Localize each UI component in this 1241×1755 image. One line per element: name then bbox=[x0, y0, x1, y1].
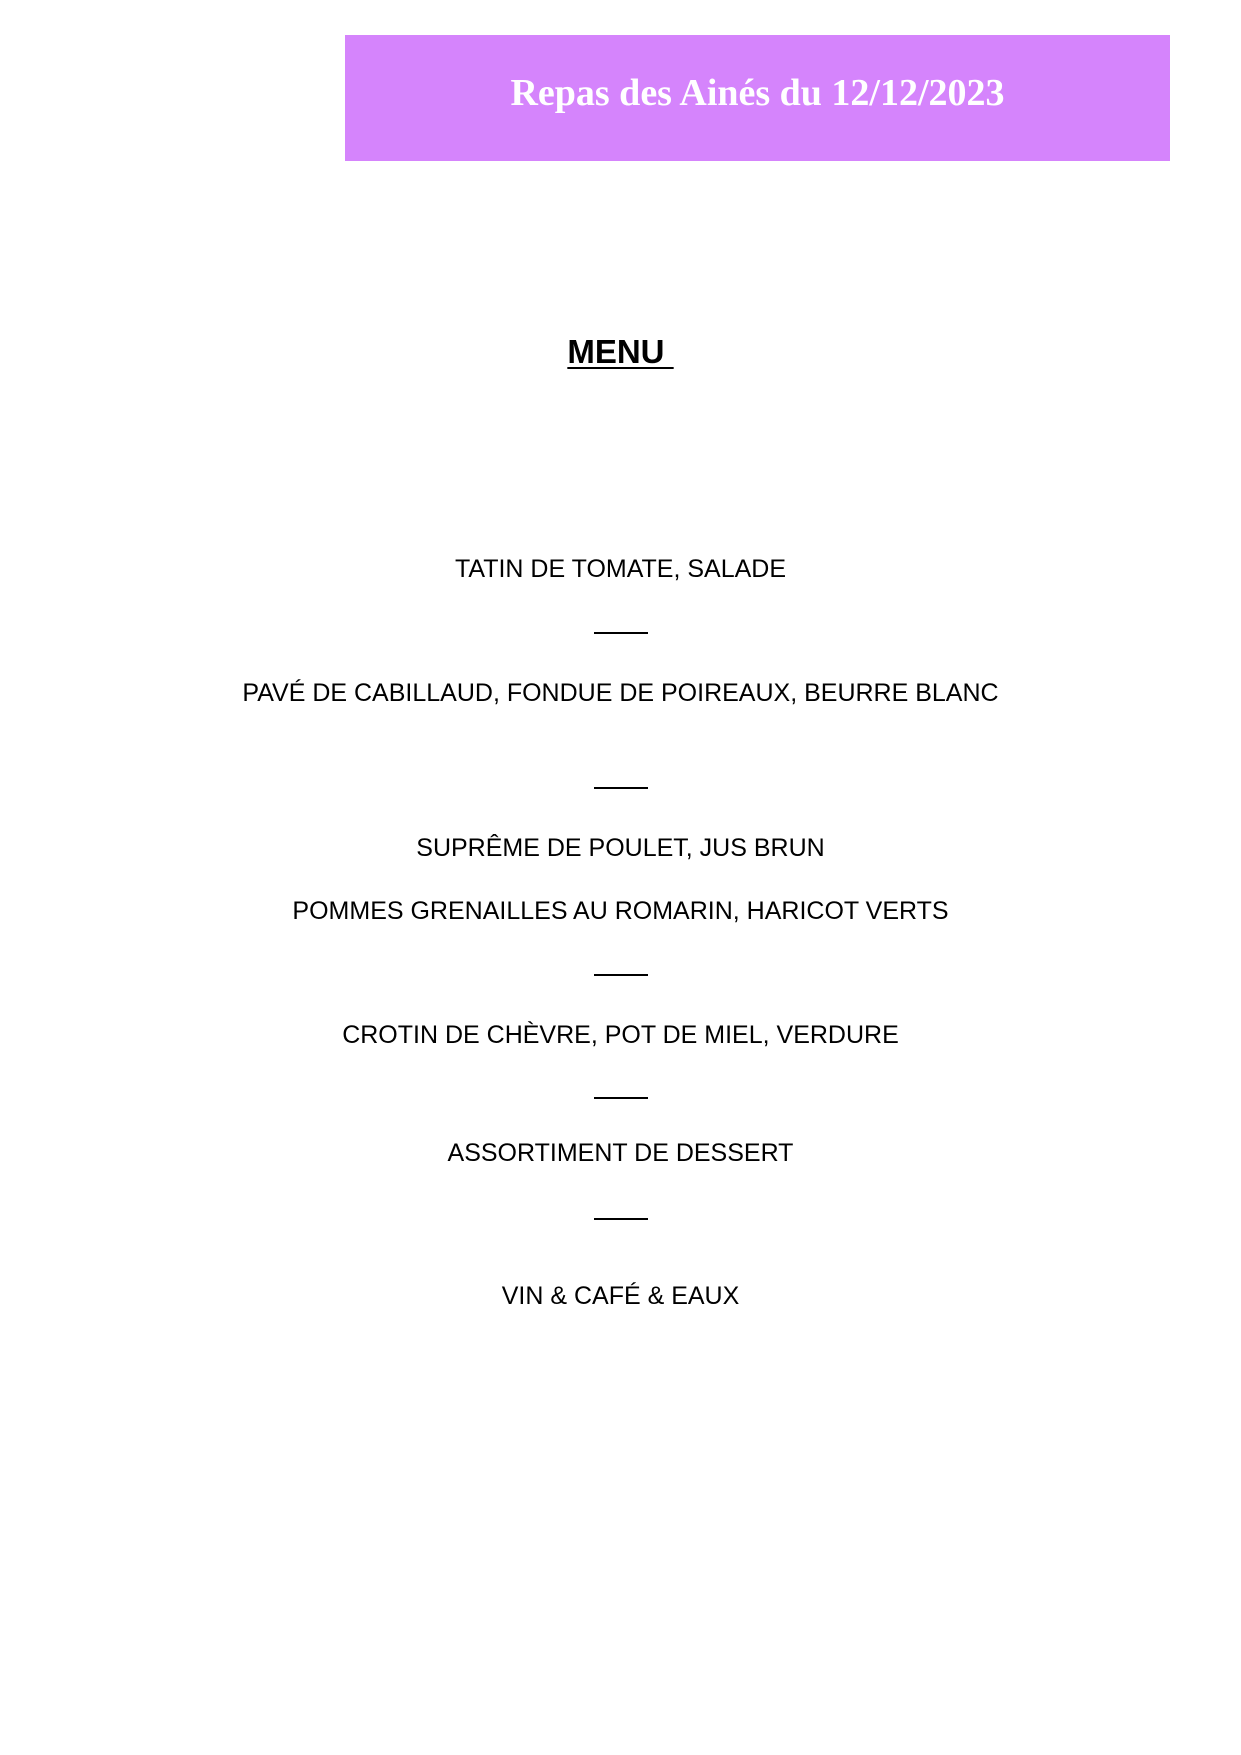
menu-heading-text: MENU bbox=[567, 333, 674, 370]
menu-item-starter: TATIN DE TOMATE, SALADE bbox=[454, 555, 787, 583]
separator-line bbox=[594, 1097, 648, 1099]
menu-item-drinks: VIN & CAFÉ & EAUX bbox=[501, 1282, 740, 1310]
page-title: Repas des Ainés du 12/12/2023 bbox=[510, 72, 1005, 114]
separator-line bbox=[594, 974, 648, 976]
menu-item-cheese: CROTIN DE CHÈVRE, POT DE MIEL, VERDURE bbox=[342, 1021, 899, 1049]
menu-item-side: POMMES GRENAILLES AU ROMARIN, HARICOT VERTS bbox=[292, 897, 949, 925]
menu-item-fish: PAVÉ DE CABILLAUD, FONDUE DE POIREAUX, BEURRE BLANC bbox=[242, 679, 999, 707]
separator-line bbox=[594, 1218, 648, 1220]
menu-item-main: SUPRÊME DE POULET, JUS BRUN bbox=[416, 834, 825, 862]
menu-heading bbox=[0, 332, 1241, 372]
menu-item-dessert: ASSORTIMENT DE DESSERT bbox=[447, 1139, 794, 1167]
separator-line bbox=[594, 787, 648, 789]
header-banner bbox=[345, 35, 1170, 161]
separator-line bbox=[594, 632, 648, 634]
